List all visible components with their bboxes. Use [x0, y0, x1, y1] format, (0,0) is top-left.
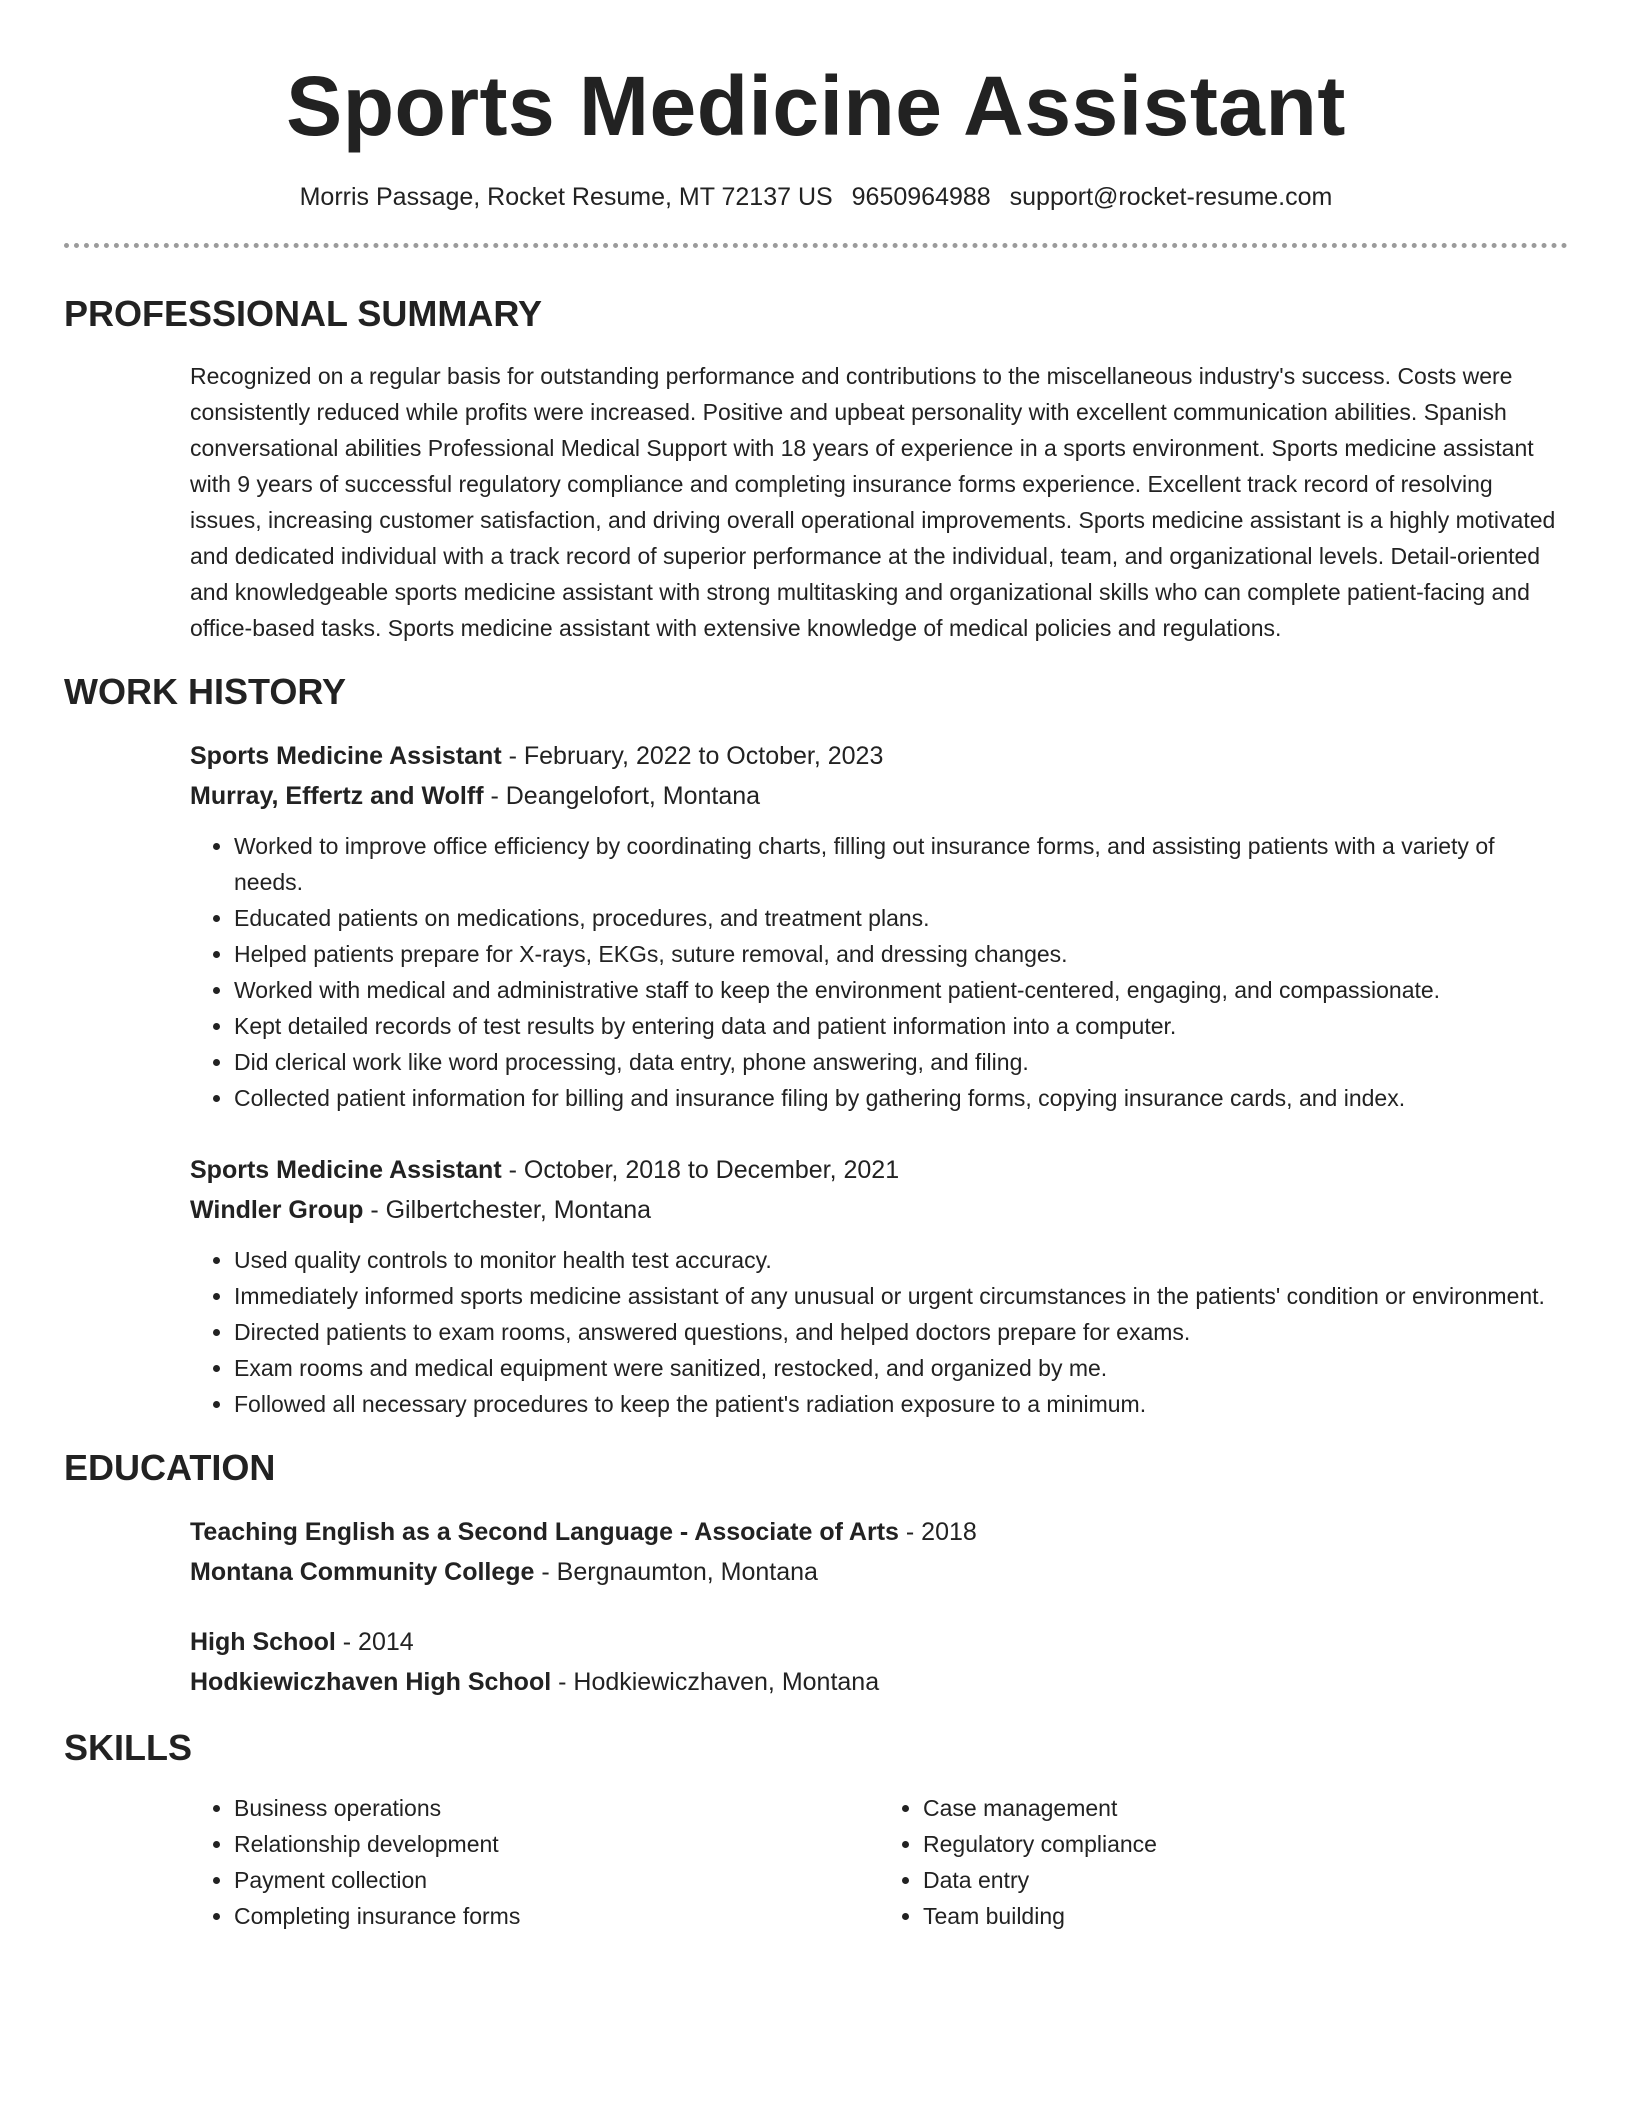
list-item: • Data entry: [923, 1862, 1568, 1898]
list-item: • Business operations: [234, 1790, 879, 1826]
list-item: • Regulatory compliance: [923, 1826, 1568, 1862]
contact-address: Morris Passage, Rocket Resume, MT 72137 US: [299, 183, 833, 211]
summary-text: Recognized on a regular basis for outstanding performance and contributions to the miscellaneous industry's success. Costs were consistently reduced while profits were increased. Positive and upbeat personality with excellent communication abilities. Spanish conversational abilities Professional Medical Support with 18 years of experience in a sports environment. Sports medicine assistant with 9 years of successful regulatory compliance and completing insurance forms experience. Excellent track record of resolving issues, increasing customer satisfaction, and driving overall operational improvements. Sports medicine assistant is a highly motivated and dedicated individual with a track record of superior performance at the individual, team, and organizational levels. Detail-oriented and knowledgeable sports medicine assistant with strong multitasking and organizational skills who can complete patient-facing and office-based tasks. Sports medicine assistant with extensive knowledge of medical policies and regulations.: [190, 363, 1556, 641]
job-company: Murray, Effertz and Wolff: [190, 782, 484, 810]
header-divider: [64, 243, 1568, 248]
job-title-line: [190, 1150, 1568, 1190]
list-item: • Educated patients on medications, procedures, and treatment plans.: [234, 900, 1568, 936]
job-location: - Gilbertchester, Montana: [363, 1196, 652, 1224]
job-entry: [190, 736, 1568, 1116]
school-line: [190, 1552, 1568, 1592]
job-company-line: [190, 1190, 1568, 1230]
list-item: • Worked to improve office efficiency by coordinating charts, filling out insurance forms, and assisting patients with a variety of needs.: [234, 828, 1568, 900]
list-item: • Immediately informed sports medicine assistant of any unusual or urgent circumstances in the patients' condition or environment.: [234, 1278, 1568, 1314]
list-item: • Helped patients prepare for X-rays, EKGs, suture removal, and dressing changes.: [234, 936, 1568, 972]
job-dates: - February, 2022 to October, 2023: [501, 742, 884, 770]
job-location: - Deangelofort, Montana: [483, 782, 761, 810]
education-entry: [190, 1512, 1568, 1592]
list-item: • Completing insurance forms: [234, 1898, 879, 1934]
list-item: • Followed all necessary procedures to keep the patient's radiation exposure to a minimum.: [234, 1386, 1568, 1422]
summary-heading: PROFESSIONAL SUMMARY: [64, 293, 543, 334]
list-item: • Directed patients to exam rooms, answered questions, and helped doctors prepare for exams.: [234, 1314, 1568, 1350]
contact-phone: 9650964988: [851, 183, 991, 211]
job-title-line: [190, 736, 1568, 776]
job-role: Sports Medicine Assistant: [190, 1156, 502, 1184]
list-item: • Used quality controls to monitor health test accuracy.: [234, 1242, 1568, 1278]
job-company-line: [190, 776, 1568, 816]
education-entry: [190, 1622, 1568, 1702]
school-name: Montana Community College: [190, 1558, 535, 1586]
contact-email[interactable]: support@rocket-resume.com: [1009, 183, 1333, 211]
school-location: - Hodkiewiczhaven, Montana: [551, 1668, 880, 1696]
candidate-name: Sports Medicine Assistant: [286, 59, 1346, 153]
degree-year: - 2018: [898, 1518, 977, 1546]
skills-column-right: [879, 1790, 1568, 1934]
skills-column-left: [190, 1790, 879, 1934]
job-duties-list: [190, 1242, 1568, 1422]
degree-name: Teaching English as a Second Language - Associate of Arts: [190, 1518, 899, 1546]
work-history-heading: WORK HISTORY: [64, 671, 347, 712]
job-role: Sports Medicine Assistant: [190, 742, 502, 770]
list-item: • Exam rooms and medical equipment were sanitized, restocked, and organized by me.: [234, 1350, 1568, 1386]
contact-line: [64, 180, 1568, 214]
school-location: - Bergnaumton, Montana: [534, 1558, 818, 1586]
list-item: • Worked with medical and administrative staff to keep the environment patient-centered, engaging, and compassionate.: [234, 972, 1568, 1008]
list-item: • Team building: [923, 1898, 1568, 1934]
job-dates: - October, 2018 to December, 2021: [501, 1156, 900, 1184]
job-entry: [190, 1150, 1568, 1422]
education-heading: EDUCATION: [64, 1447, 276, 1488]
list-item: • Payment collection: [234, 1862, 879, 1898]
list-item: • Kept detailed records of test results by entering data and patient information into a computer.: [234, 1008, 1568, 1044]
skills-list: [190, 1790, 1568, 1934]
degree-year: - 2014: [335, 1628, 414, 1656]
degree-line: [190, 1622, 1568, 1662]
job-duties-list: [190, 828, 1568, 1116]
list-item: • Did clerical work like word processing, data entry, phone answering, and filing.: [234, 1044, 1568, 1080]
list-item: • Relationship development: [234, 1826, 879, 1862]
school-name: Hodkiewiczhaven High School: [190, 1668, 552, 1696]
skills-heading: SKILLS: [64, 1727, 193, 1768]
list-item: • Case management: [923, 1790, 1568, 1826]
degree-name: High School: [190, 1628, 336, 1656]
list-item: • Collected patient information for billing and insurance filing by gathering forms, copying insurance cards, and index.: [234, 1080, 1568, 1116]
resume-page: [64, 0, 1568, 1934]
school-line: [190, 1662, 1568, 1702]
degree-line: [190, 1512, 1568, 1552]
job-company: Windler Group: [190, 1196, 364, 1224]
